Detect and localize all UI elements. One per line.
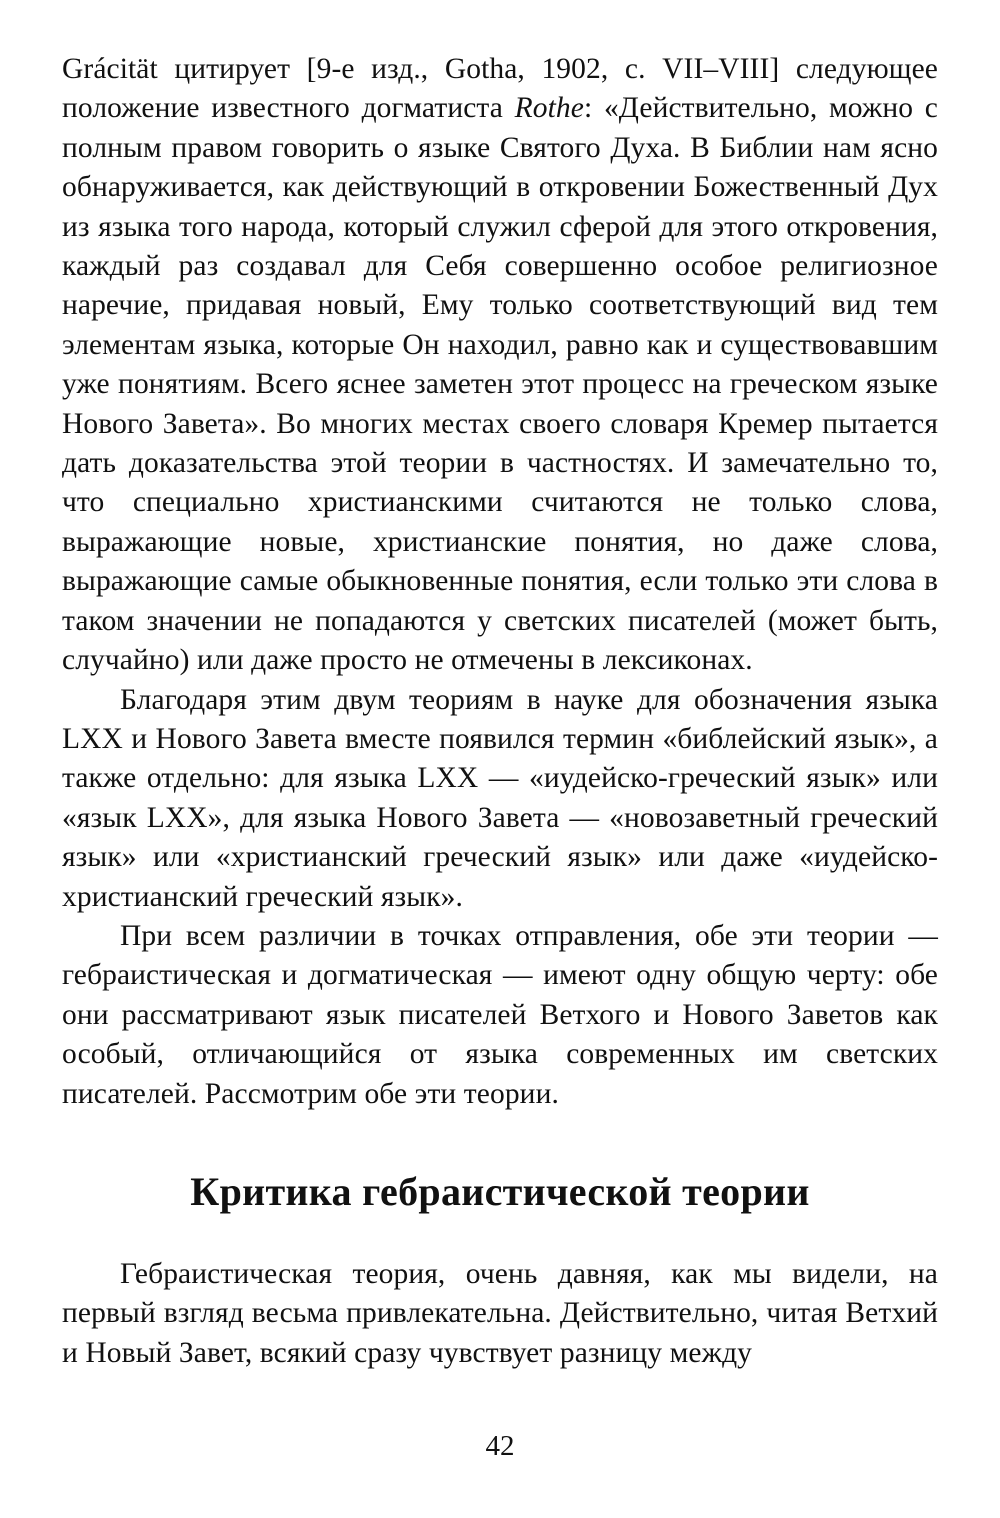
paragraph-3: При всем различии в точках отправления, обе эти теории — гебраистическая и догматическая — имеют одну общую черту: обе они рассматривают язык писателей Ветхого и Нового Заветов как особый, отличающийся от языка современных им светских писателей. Рассмотрим обе эти теории.: [62, 919, 938, 1110]
section-heading: Критика гебраистической теории: [190, 1168, 810, 1214]
author-rothe: Rothe: [514, 92, 584, 125]
section-paragraph: Гебраистическая теория, очень давняя, как мы видели, на первый взгляд весьма привлекательна. Действительно, читая Ветхий и Новый Завет, всякий сразу чувствует разницу между: [62, 1257, 938, 1369]
paragraph-1-before: Grácität цитирует [9-е изд., Gotha, 1902, с. VII–VIII] следующее положение известного догматиста: [62, 53, 938, 125]
page-number: 42: [485, 1430, 515, 1462]
paragraph-1-after: : «Действительно, можно с полным правом говорить о языке Святого Духа. В Библии нам ясно обнаруживается, как действующий в откровении Божественный Дух из языка того народа, который служил сферой для этого откровения, каждый раз создавал для Себя совершенно особое религиозное наречие, придавая новый, Ему только соответствующий вид тем элементам языка, которые Он находил, равно как и существовавшим уже понятиям. Всего яснее заметен этот процесс на греческом языке Нового Завета». Во многих местах своего словаря Кремер пытается дать доказательства этой теории в частностях. И замечательно то, что специально христианскими считаются не только слова, выражающие новые, христианские понятия, но даже слова, выражающие самые обыкновенные понятия, если только эти слова в таком значении не попадаются у светских писателей (может быть, случайно) или даже просто не отмечены в лексиконах.: [62, 92, 939, 677]
page-body: [62, 50, 938, 1373]
paragraph-1: [62, 50, 938, 681]
paragraph-2: Благодаря этим двум теориям в науке для обозначения языка LXX и Нового Завета вместе появился термин «библейский язык», а также отдельно: для языка LXX — «иудейско-греческий язык» или «язык LXX», для языка Нового Завета — «новозаветный греческий язык» или «христианский греческий язык» или даже «иудейско-христианский греческий язык».: [62, 683, 938, 913]
